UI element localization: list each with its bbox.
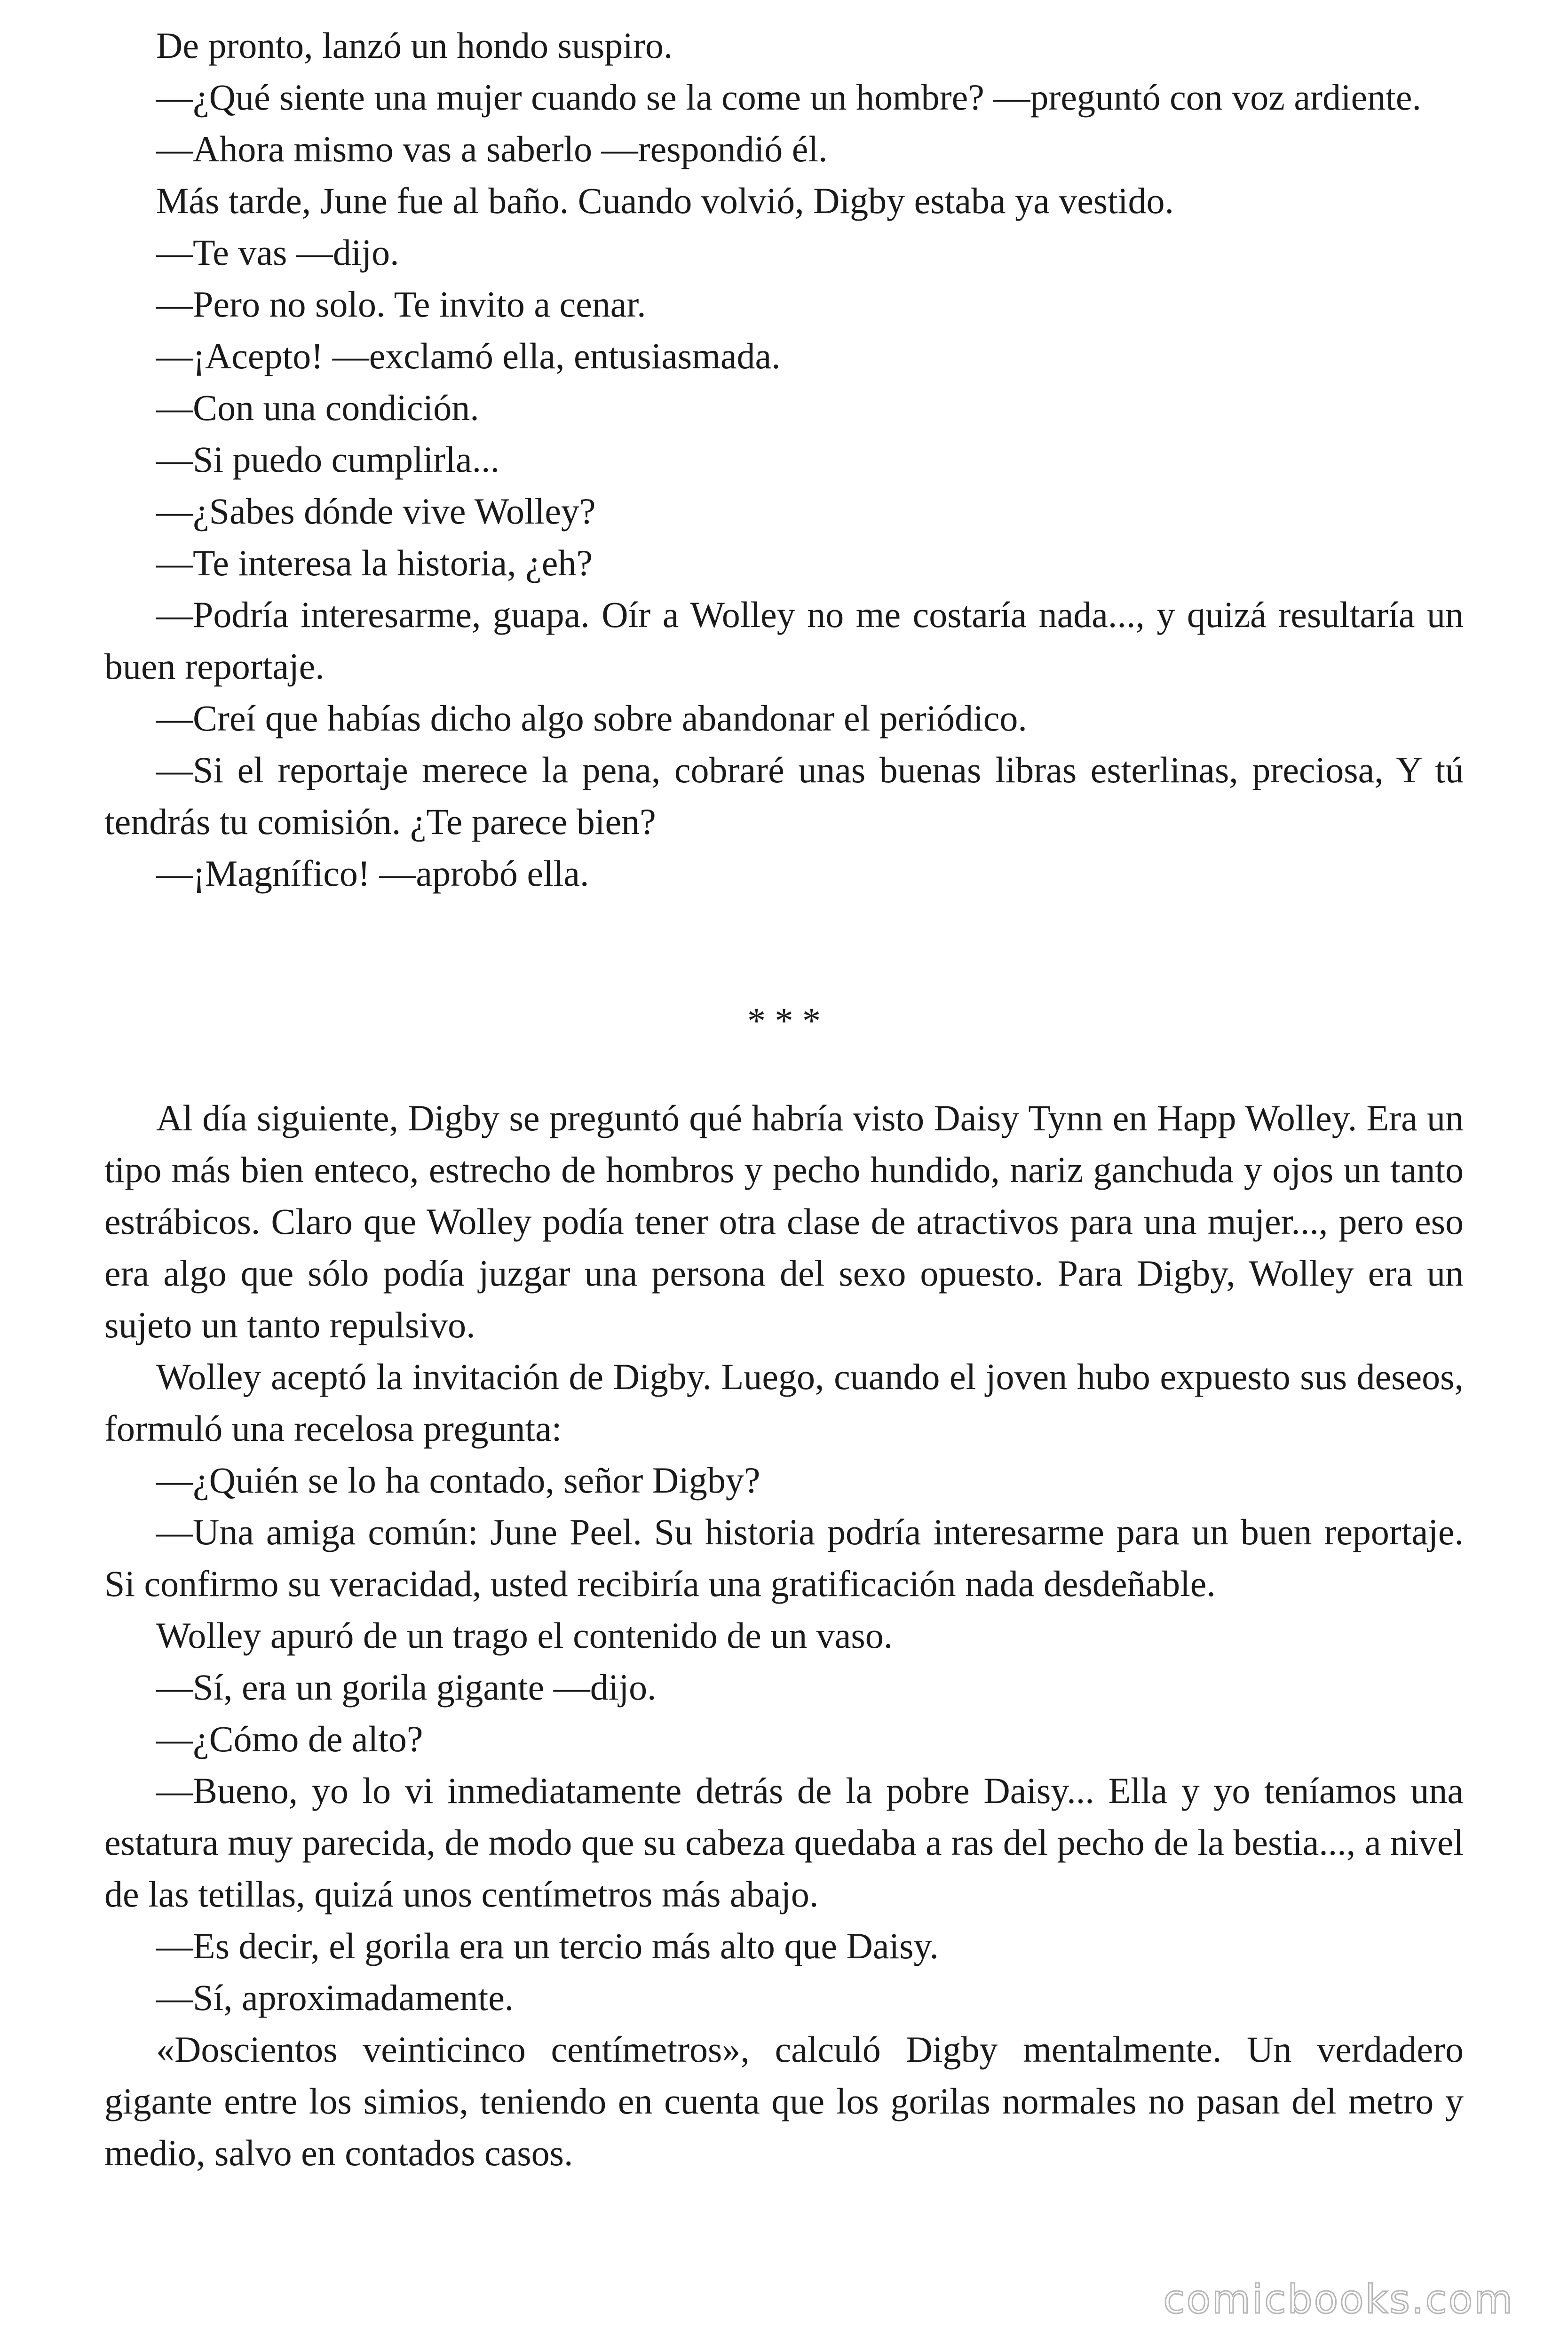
paragraph: —Bueno, yo lo vi inmediatamente detrás de la pobre Daisy... Ella y yo teníamos una estatura muy parecida, de modo que su cabeza quedaba a ras del pecho de la bestia..., a nivel de las tetillas, quizá unos centímetros más abajo. bbox=[104, 1770, 1464, 1915]
paragraph: Más tarde, June fue al baño. Cuando volvió, Digby estaba ya vestido. bbox=[156, 180, 1174, 221]
paragraph: —¡Magnífico! —aprobó ella. bbox=[156, 853, 589, 894]
paragraph: —Sí, aproximadamente. bbox=[156, 1977, 514, 2018]
paragraph: —Creí que habías dicho algo sobre abandonar el periódico. bbox=[156, 698, 1027, 739]
paragraph: —Te vas —dijo. bbox=[156, 232, 399, 273]
paragraph: —¡Acepto! —exclamó ella, entusiasmada. bbox=[156, 335, 781, 376]
paragraph: Wolley aceptó la invitación de Digby. Luego, cuando el joven hubo expuesto sus deseos, formuló una recelosa pregunta: bbox=[104, 1356, 1464, 1449]
section-separator: * * * bbox=[747, 1000, 821, 1041]
paragraph: Al día siguiente, Digby se preguntó qué habría visto Daisy Tynn en Happ Wolley. Era un tipo más bien enteco, estrecho de hombros y pecho hundido, nariz ganchuda y ojos un tanto estrábicos. Claro que Wolley podía tener otra clase de atractivos para una mujer..., pero eso era algo que sólo podía juzgar una persona del sexo opuesto. Para Digby, Wolley era un sujeto un tanto repulsivo. bbox=[104, 1097, 1464, 1345]
watermark: comicbooks.com bbox=[1163, 2276, 1514, 2322]
paragraph: Wolley apuró de un trago el contenido de un vaso. bbox=[156, 1615, 893, 1656]
paragraph: —Podría interesarme, guapa. Oír a Wolley no me costaría nada..., y quizá resultaría un buen reportaje. bbox=[104, 594, 1464, 687]
paragraph: —Si el reportaje merece la pena, cobraré unas buenas libras esterlinas, preciosa, Y tú tendrás tu comisión. ¿Te parece bien? bbox=[104, 749, 1464, 842]
paragraph: De pronto, lanzó un hondo suspiro. bbox=[156, 25, 673, 66]
paragraph: «Doscientos veinticinco centímetros», calculó Digby mentalmente. Un verdadero gigante entre los simios, teniendo en cuenta que los gorilas normales no pasan del metro y medio, salvo en contados casos. bbox=[104, 2029, 1464, 2173]
paragraph: —Con una condición. bbox=[156, 387, 479, 428]
paragraph: —Una amiga común: June Peel. Su historia podría interesarme para un buen reportaje. Si confirmo su veracidad, usted recibiría una gratificación nada desdeñable. bbox=[104, 1511, 1464, 1604]
paragraph: —Si puedo cumplirla... bbox=[156, 439, 500, 480]
paragraph: —Te interesa la historia, ¿eh? bbox=[156, 542, 593, 583]
text-section-2 bbox=[104, 1092, 1464, 2179]
paragraph: —Sí, era un gorila gigante —dijo. bbox=[156, 1667, 657, 1708]
paragraph: —¿Quién se lo ha contado, señor Digby? bbox=[156, 1460, 760, 1501]
paragraph: —Pero no solo. Te invito a cenar. bbox=[156, 284, 646, 325]
text-section-1 bbox=[104, 20, 1464, 899]
paragraph: —¿Sabes dónde vive Wolley? bbox=[156, 491, 596, 532]
paragraph: —Ahora mismo vas a saberlo —respondió él. bbox=[156, 128, 828, 169]
paragraph: —Es decir, el gorila era un tercio más alto que Daisy. bbox=[156, 1925, 939, 1966]
paragraph: —¿Qué siente una mujer cuando se la come un hombre? —preguntó con voz ardiente. bbox=[156, 77, 1422, 118]
paragraph: —¿Cómo de alto? bbox=[156, 1718, 423, 1759]
